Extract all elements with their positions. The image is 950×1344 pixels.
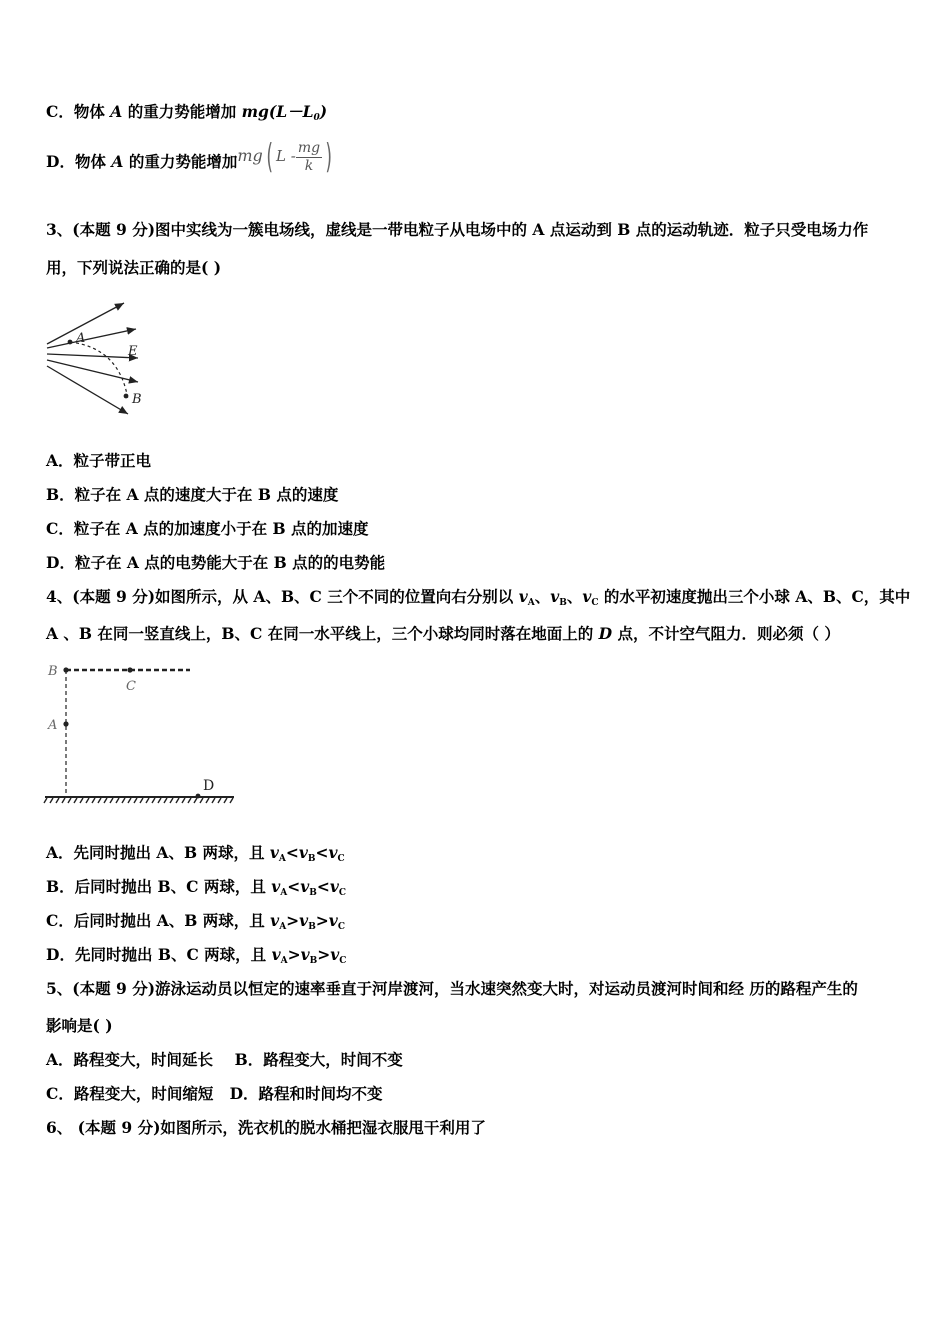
q4-stem-line2: A 、B 在同一竖直线上，B、C 在同一水平线上，三个小球均同时落在地面上的 D 点，不计空气阻力．则必须（ ）	[46, 624, 840, 643]
q5-options-row1: A．路程变大，时间延长 B．路程变大，时间不变	[46, 1050, 403, 1069]
formula: $mg(L-L_0)$	[241, 102, 328, 123]
q4-option-b: B．后同时抛出 B、C 两球，且 $v_A<v_B<v_C$	[46, 877, 347, 898]
option-text: 粒子在 A 点的速度大于在 B 点的速度	[74, 485, 339, 504]
point-c	[127, 667, 132, 672]
q3-stem-line1: 3、(本题 9 分)图中实线为一簇电场线，虚线是一带电粒子从电场中的 A 点运动到 B 点的运动轨迹．粒子只受电场力作	[46, 220, 869, 239]
label-d: D	[203, 778, 215, 794]
q3-option-c	[46, 519, 369, 539]
right-paren-icon: )	[325, 137, 333, 177]
field-line-2	[47, 329, 136, 348]
option-label: D．	[46, 152, 75, 171]
option-label: D．	[46, 553, 75, 572]
q3-stem-line2: 用，下列说法正确的是( )	[46, 258, 222, 277]
q5-stem-line2: 影响是( )	[46, 1016, 113, 1035]
label-b: B	[132, 392, 142, 407]
field-line-4	[47, 360, 138, 382]
option-label: B．	[46, 485, 75, 504]
q4-option-a: A．先同时抛出 A、B 两球，且 $v_A<v_B<v_C$	[46, 843, 345, 864]
q4-stem-line1: 4、(本题 9 分)如图所示，从 A、B、C 三个不同的位置向右分别以 $v_A$、$v_B$、$v_C$ 的水平初速度抛出三个小球 A、B、C，其中	[46, 587, 911, 608]
option-label: C．	[46, 519, 74, 538]
q3-option-a	[46, 451, 151, 471]
point-b	[63, 667, 68, 672]
label-e: E	[128, 344, 138, 359]
point-a	[68, 340, 73, 345]
q3-option-b	[46, 485, 338, 505]
projectile-figure	[40, 658, 240, 808]
q5-stem-line1: 5、(本题 9 分)游泳运动员以恒定的速率垂直于河岸渡河，当水速突然变大时，对运动员渡河时间和经 历的路程产生的	[46, 979, 858, 998]
left-paren-icon: (	[266, 137, 273, 177]
var-a: A	[111, 152, 124, 171]
electric-field-figure	[40, 296, 150, 420]
formula-mgLk: mg( L - $\frac{mg}{k}$ )	[237, 137, 333, 177]
option-text: 粒子在 A 点的电势能大于在 B 点的的电势能	[74, 553, 386, 572]
fraction: $\frac{mg}{k}$	[297, 139, 321, 174]
label-a: A	[76, 331, 86, 346]
trajectory-dashed	[70, 342, 128, 400]
label-a: A	[48, 718, 58, 733]
point-b	[124, 394, 129, 399]
point-a	[63, 721, 68, 726]
option-text: 粒子在 A 点的加速度小于在 B 点的加速度	[73, 519, 369, 538]
q2-option-c	[46, 102, 327, 128]
option-text-2: 的重力势能增加	[128, 152, 238, 171]
option-text-2: 的重力势能增加	[127, 102, 237, 121]
q5-options-row2: C．路程变大，时间缩短 D．路程和时间均不变	[46, 1084, 383, 1103]
q4-option-d: D．先同时抛出 B、C 两球，且 $v_A>v_B>v_C$	[46, 945, 347, 966]
q4-option-c: C．后同时抛出 A、B 两球，且 $v_A>v_B>v_C$	[46, 911, 345, 932]
q3-option-d	[46, 553, 385, 573]
option-text: 物体	[74, 152, 106, 171]
label-b: B	[48, 664, 58, 679]
field-line-1	[47, 303, 124, 344]
field-line-5	[47, 366, 128, 414]
option-label: C．	[46, 102, 74, 121]
option-text: 粒子带正电	[73, 451, 152, 470]
ground-hatch	[44, 798, 233, 803]
q2-option-d	[46, 137, 335, 184]
label-c: C	[126, 679, 136, 694]
field-line-3	[47, 354, 138, 358]
var-a: A	[110, 102, 123, 121]
q6-stem-line1: 6、 (本题 9 分)如图所示，洗衣机的脱水桶把湿衣服甩干利用了	[46, 1118, 486, 1137]
option-text: 物体	[73, 102, 105, 121]
option-label: A．	[46, 451, 74, 470]
